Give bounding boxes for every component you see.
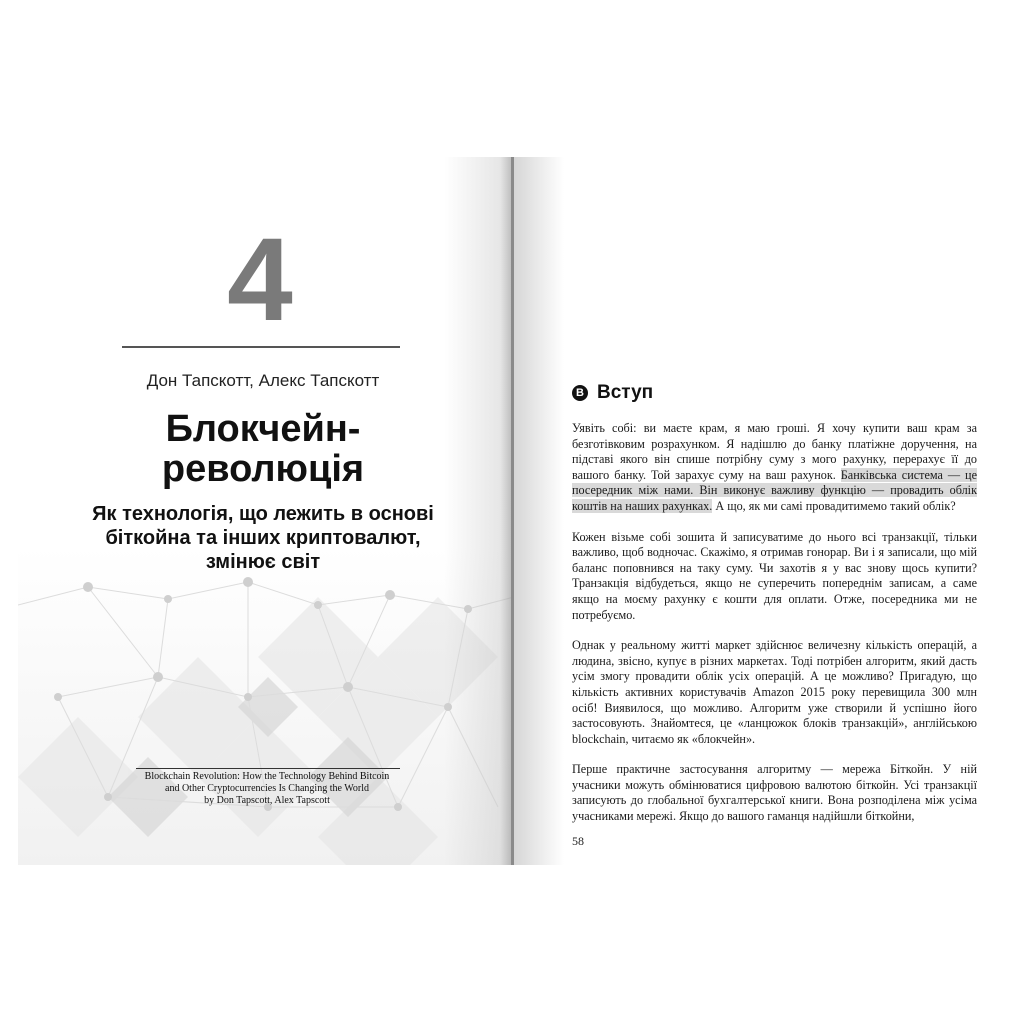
original-title-line-3: by Don Tapscott, Alex Tapscott — [204, 795, 330, 806]
original-title-divider — [136, 768, 400, 769]
bitcoin-icon: B — [572, 385, 588, 401]
book-subtitle-line-2: біткойна та інших криптовалют, — [105, 527, 421, 549]
original-title-line-1: Blockchain Revolution: How the Technology Behind Bitcoin — [144, 771, 390, 782]
chapter-number: 4 — [227, 214, 293, 346]
highlighted-text: Банківська система — це посередник між нами. Він виконує важливу функцію — провадить облік коштів на наших рахунках. — [572, 467, 977, 513]
book-spread — [18, 157, 1012, 865]
paragraph-1 — [572, 421, 977, 515]
paragraph-3: Однак у реальному житті маркет здійснює величезну кількість операцій, а людина, звісно, купує в різних маркетах. Тоді потрібен алгоритм, який дасть усім змогу провадити облік усіх операцій. А це можливо? Пригадую, що кількість активних користувачів Amazon 2015 року перевищила 300 млн осіб! Виявилося, що можливо. Алгоритм уже створили й успішно його застосовують. Знайомтеся, це «ланцюжок блоків транзакцій», англійською blockchain, читаємо як «блокчейн». — [572, 638, 977, 746]
paragraph-1-end: А що, як ми самі провадитимемо такий облік? — [712, 498, 956, 513]
paragraph-4: Перше практичне застосування алгоритму — мережа Біткойн. У ній учасники можуть обмінюватися цифровою валютою біткойн. Усі транзакції записують до глобальної бухгалтерської книги. Вона розподілена між усіма учасниками мережі. Якщо до вашого гаманця надійшли біткойни, — [572, 762, 977, 824]
book-title-line-1: Блокчейн- — [165, 408, 361, 450]
book-subtitle — [58, 502, 468, 574]
body-text — [572, 421, 977, 840]
book-authors: Дон Тапскотт, Алекс Тапскотт — [146, 371, 380, 390]
paragraph-2: Кожен візьме собі зошита й записуватиме до нього всі транзакції, тільки важливо, щоб водночас. Скажімо, я отримав гонорар. Ви і я записали, що мій баланс поповнився на таку суму. Чи захотів я у вас знову щось купити? Транзакція відбудеться, якщо не суперечить попереднім записам, а саме якщо на моєму рахунку є кошти для оплати. Отже, посередника ми не потребуємо. — [572, 529, 977, 622]
original-title — [122, 771, 412, 807]
original-title-line-2: and Other Cryptocurrencies Is Changing the World — [165, 783, 369, 794]
right-page — [514, 157, 1012, 865]
left-page — [18, 157, 514, 865]
section-title: Вступ — [597, 382, 654, 403]
book-subtitle-line-3: змінює світ — [205, 551, 321, 573]
chapter-divider — [122, 346, 400, 348]
book-subtitle-line-1: Як технологія, що лежить в основі — [92, 503, 434, 525]
book-title — [78, 409, 448, 489]
section-heading — [572, 382, 653, 404]
paragraph-1-start: Уявіть собі: ви маєте крам, я маю гроші. Я хочу купити ваш крам за безготівковим розрахунком. Я надішлю до банку платіжне доручення, на підставі якого він спише потрібну суму з мого рахунку, перерахує її до вашого банку. Той зарахує суму на ваш рахунок. — [572, 421, 977, 482]
book-title-line-2: революція — [161, 448, 365, 490]
page-number: 58 — [572, 834, 584, 848]
